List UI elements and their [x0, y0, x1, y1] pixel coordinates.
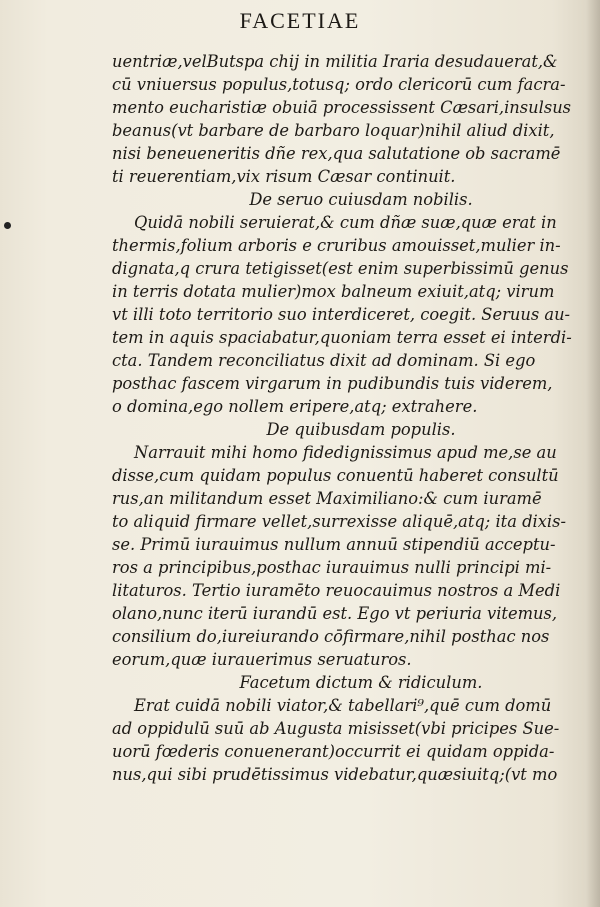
text-line: Erat cuidā nobili viator,& tabellari⁹,quē cum domū [134, 696, 552, 715]
text-line: tem in aquis spaciabatur,quoniam terra esset ei interdi- [112, 328, 572, 347]
text-line: litaturos. Tertio iuramēto reuocauimus nostros a Medi [112, 581, 561, 600]
text-line: dignata,q crura tetigisset(est enim superbissimū genus [112, 259, 569, 278]
text-line: ad oppidulū suū ab Augusta misisset(vbi pricipes Sue- [112, 719, 560, 738]
text-line: eorum,quæ iurauerimus seruaturos. [112, 650, 412, 669]
text-line: in terris dotata mulier)mox balneum exiuit,atq; virum [112, 282, 555, 301]
text-line: o domina,ego nollem eripere,atq; extrahere. [112, 397, 478, 416]
text-line: rus,an militandum esset Maximiliano:& cum iuramē [112, 489, 542, 508]
text-line: uentriæ,velButspa chij in militia Iraria desudauerat,& [112, 52, 558, 71]
text-line: nisi beneueneritis dñe rex,qua salutatione ob sacramē [112, 144, 561, 163]
section-heading: De quibusdam populis. [266, 420, 456, 439]
text-line: disse,cum quidam populus conuentū haberet consultū [112, 466, 559, 485]
section-heading: De seruo cuiusdam nobilis. [249, 190, 473, 209]
text-line: Quidā nobili seruierat,& cum dñæ suæ,quæ erat in [134, 213, 557, 232]
text-line: to aliquid firmare vellet,surrexisse aliquē,atq; ita dixis- [112, 512, 566, 531]
page-edge-shadow [586, 0, 600, 907]
text-line: Narrauit mihi homo fidedignissimus apud me,se au [134, 443, 557, 462]
text-line: mento eucharistiæ obuiā processissent Cæsari,insulsus [112, 98, 572, 117]
text-block [112, 50, 582, 786]
text-line: vt illi toto territorio suo interdiceret, coegit. Seruus au- [112, 305, 571, 324]
text-line: se. Primū iurauimus nullum annuū stipendiū acceptu- [112, 535, 556, 554]
margin-mark [4, 222, 11, 229]
text-line: cta. Tandem reconciliatus dixit ad dominam. Si ego [112, 351, 536, 370]
text-line: uorū fœderis conuenerant)occurrit ei quidam oppida- [112, 742, 555, 761]
text-line: beanus(vt barbare de barbaro loquar)nihil aliud dixit, [112, 121, 555, 140]
text-line: nus,qui sibi prudētissimus videbatur,quæsiuitq;(vt mo [112, 765, 558, 784]
text-line: ti reuerentiam,vix risum Cæsar continuit. [112, 167, 456, 186]
text-line: olano,nunc iterū iurandū est. Ego vt periuria vitemus, [112, 604, 558, 623]
text-line: consilium do,iureiurando cōfirmare,nihil posthac nos [112, 627, 550, 646]
text-line: cū vniuersus populus,totusq; ordo clericorū cum facra- [112, 75, 566, 94]
running-head: FACETIAE [239, 8, 361, 33]
text-line: posthac fascem virgarum in pudibundis tuis viderem, [112, 374, 553, 393]
section-heading: Facetum dictum & ridiculum. [239, 673, 483, 692]
text-line: ros a principibus,posthac iurauimus nulli principi mi- [112, 558, 552, 577]
text-line: thermis,folium arboris e cruribus amouisset,mulier in- [112, 236, 561, 255]
